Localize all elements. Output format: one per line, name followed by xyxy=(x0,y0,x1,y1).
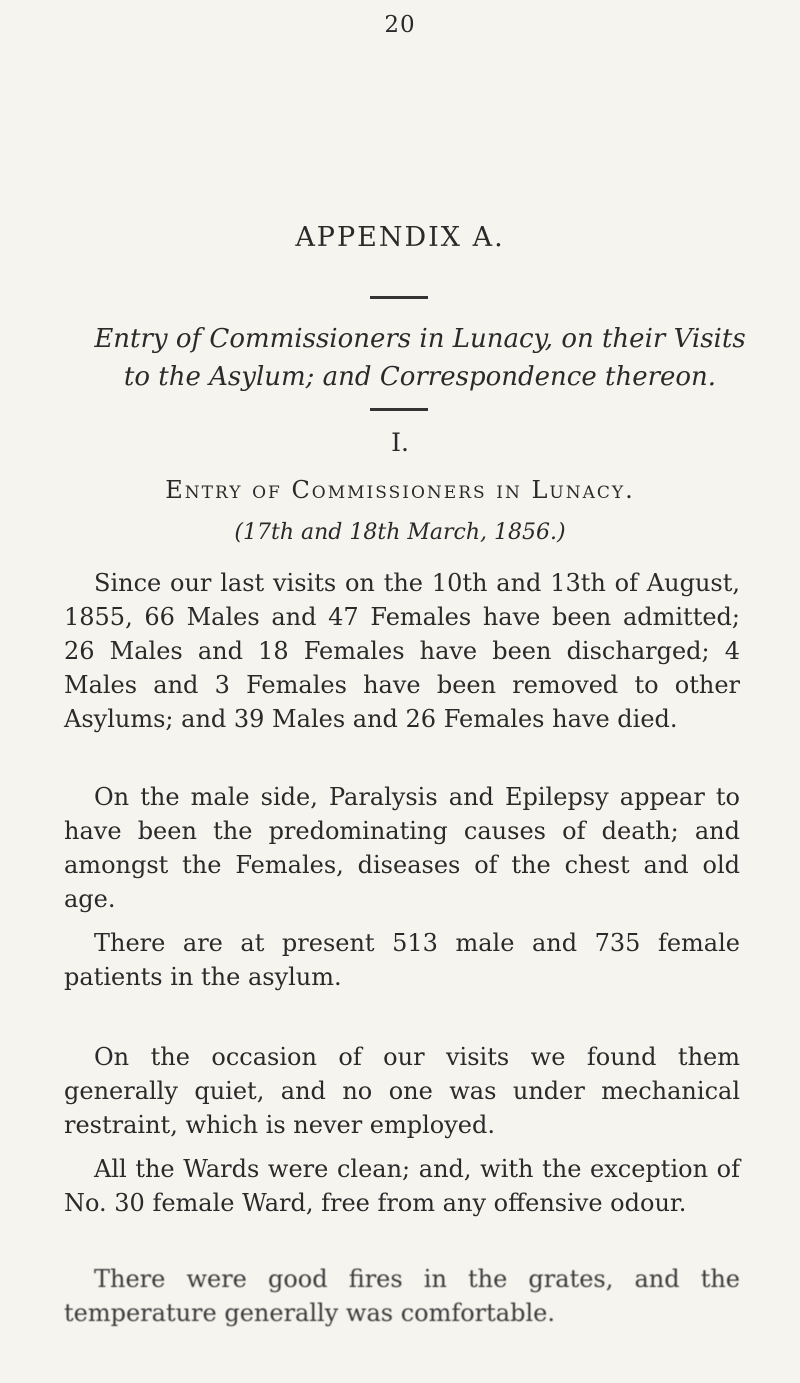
paragraph-wards: All the Wards were clean; and, with the exception of No. 30 female Ward, free from any offensive odour. xyxy=(64,1155,740,1217)
section-heading: Entry of Commissioners in Lunacy. xyxy=(165,476,635,504)
paragraph-patient-count: There are at present 513 male and 735 female patients in the asylum. xyxy=(64,929,740,991)
appendix-subtitle: Entry of Commissioners in Lunacy, on their Visits to the Asylum; and Correspondence thereon. xyxy=(94,324,746,392)
section-numeral: I. xyxy=(391,428,409,457)
page-number: 20 xyxy=(384,12,416,38)
divider-rule xyxy=(370,408,428,411)
paragraph-admissions: Since our last visits on the 10th and 13th of August, 1855, 66 Males and 47 Females have been admitted; 26 Males and 18 Females have been discharged; 4 Males and 3 Females have been removed to other Asylums; and 39 Males and 26 Females have died. xyxy=(64,569,740,733)
paragraph-causes-of-death: On the male side, Paralysis and Epilepsy appear to have been the predominating causes of death; and amongst the Females, diseases of the chest and old age. xyxy=(64,783,740,913)
paragraph-fires: There were good fires in the grates, and the temperature generally was comfortable. xyxy=(64,1265,740,1327)
section-date: (17th and 18th March, 1856.) xyxy=(234,520,566,545)
divider-rule xyxy=(370,296,428,299)
paragraph-restraint: On the occasion of our visits we found them generally quiet, and no one was under mechanical restraint, which is never employed. xyxy=(64,1043,740,1139)
appendix-title: APPENDIX A. xyxy=(295,222,505,253)
